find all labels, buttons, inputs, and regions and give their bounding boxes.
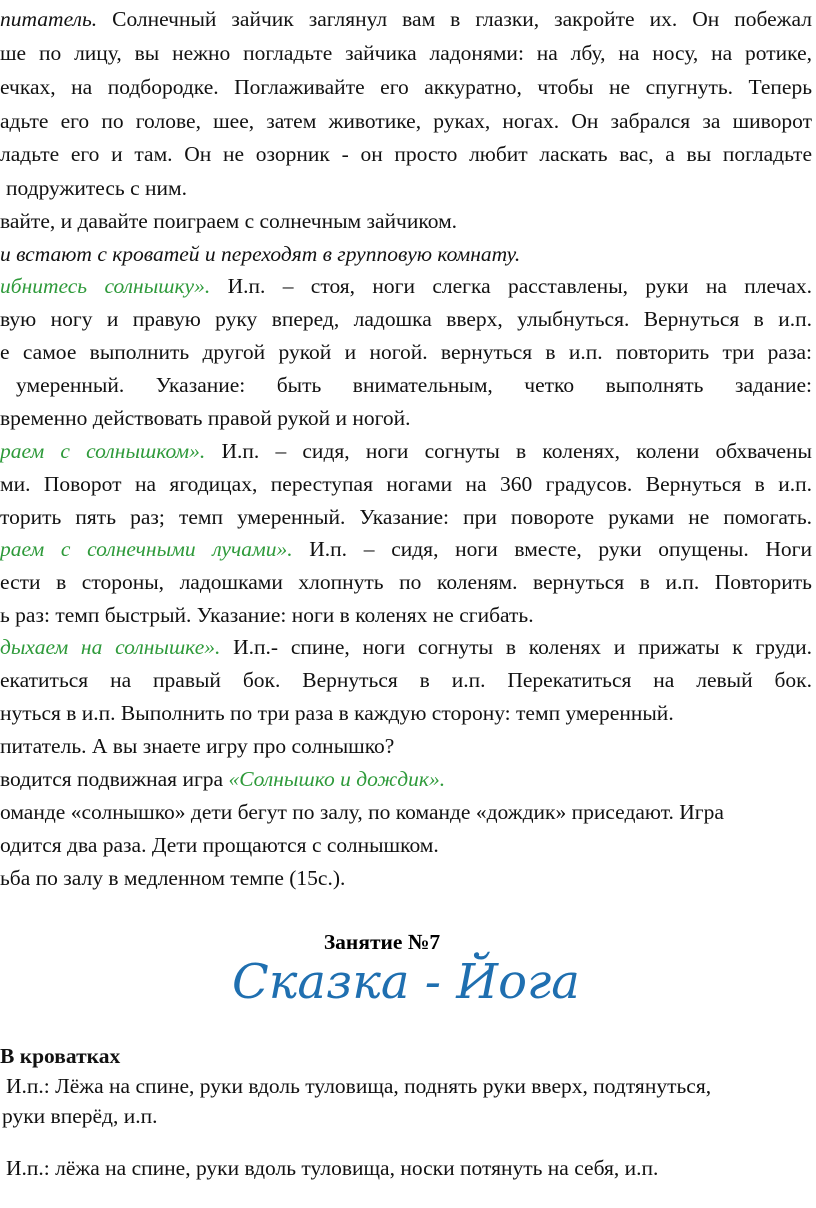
exercise-heading-line: ибнитесь солнышку». И.п. – стоя, ноги слегка расставлены, руки на плечах. bbox=[0, 274, 812, 298]
text-line: вую ногу и правую руку вперед, ладошка вверх, улыбнуться. Вернуться в и.п. bbox=[0, 307, 812, 331]
text-line: питатель. Солнечный зайчик заглянул вам в глазки, закройте их. Он побежал bbox=[0, 7, 812, 31]
text-line: И.п.: Лёжа на спине, руки вдоль туловища, поднять руки вверх, подтянуться, bbox=[6, 1074, 712, 1098]
text-line: ми. Поворот на ягодицах, переступая ногами на 360 градусов. Вернуться в и.п. bbox=[0, 472, 812, 496]
text-line: торить пять раз; темп умеренный. Указание: при повороте руками не помогать. bbox=[0, 505, 812, 529]
text-line: ьба по залу в медленном темпе (15с.). bbox=[0, 866, 346, 890]
text-line: руки вперёд, и.п. bbox=[2, 1104, 158, 1128]
text-line: адьте его по голове, шее, затем животике, руках, ногах. Он забрался за шиворот bbox=[0, 109, 812, 133]
lesson-heading: Занятие №7 bbox=[323, 930, 441, 954]
exercise-heading-line: раем с солнечными лучами». И.п. – сидя, ноги вместе, руки опущены. Ноги bbox=[0, 537, 813, 561]
text-line: подружитесь с ним. bbox=[6, 176, 187, 200]
text-line: ести в стороны, ладошками хлопнуть по коленям. вернуться в и.п. Повторить bbox=[0, 570, 812, 594]
text-line: вайте, и давайте поиграем с солнечным зайчиком. bbox=[0, 209, 458, 233]
text-line: одится два раза. Дети прощаются с солнышком. bbox=[0, 833, 439, 857]
logo-text: Сказка - Йога bbox=[232, 954, 580, 1010]
stage-direction: и встают с кроватей и переходят в групповую комнату. bbox=[0, 242, 521, 266]
text-line: екатиться на правый бок. Вернуться в и.п. Перекатиться на левый бок. bbox=[0, 668, 812, 692]
text-line: ладьте его и там. Он не озорник - он просто любит ласкать вас, а вы погладьте bbox=[0, 142, 812, 166]
text-line: И.п.: лёжа на спине, руки вдоль туловища, носки потянуть на себя, и.п. bbox=[6, 1156, 659, 1180]
text-line: умеренный. Указание: быть внимательным, четко выполнять задание: bbox=[16, 373, 812, 397]
text-line: питатель. А вы знаете игру про солнышко? bbox=[0, 734, 395, 758]
yoga-tale-logo bbox=[228, 954, 580, 1030]
exercise-heading-line: дыхаем на солнышке». И.п.- спине, ноги согнуты в коленях и прижаты к груди. bbox=[0, 635, 812, 659]
text-line: оманде «солнышко» дети бегут по залу, по команде «дождик» приседают. Игра bbox=[0, 800, 724, 824]
game-intro-line: водится подвижная игра «Солнышко и дождик». bbox=[0, 767, 446, 791]
text-line: е самое выполнить другой рукой и ногой. вернуться в и.п. повторить три раза: bbox=[0, 340, 812, 364]
section-title: В кроватках bbox=[0, 1044, 121, 1068]
text-line: временно действовать правой рукой и ногой. bbox=[0, 406, 411, 430]
text-line: ечках, на подбородке. Поглаживайте его аккуратно, чтобы не спугнуть. Теперь bbox=[0, 75, 812, 99]
text-line: ь раз: темп быстрый. Указание: ноги в коленях не сгибать. bbox=[0, 603, 534, 627]
text-line: ше по лицу, вы нежно погладьте зайчика ладонями: на лбу, на носу, на ротике, bbox=[0, 41, 812, 65]
text-line: нуться в и.п. Выполнить по три раза в каждую сторону: темп умеренный. bbox=[0, 701, 674, 725]
exercise-heading-line: раем с солнышком». И.п. – сидя, ноги согнуты в коленях, колени обхвачены bbox=[0, 439, 812, 463]
